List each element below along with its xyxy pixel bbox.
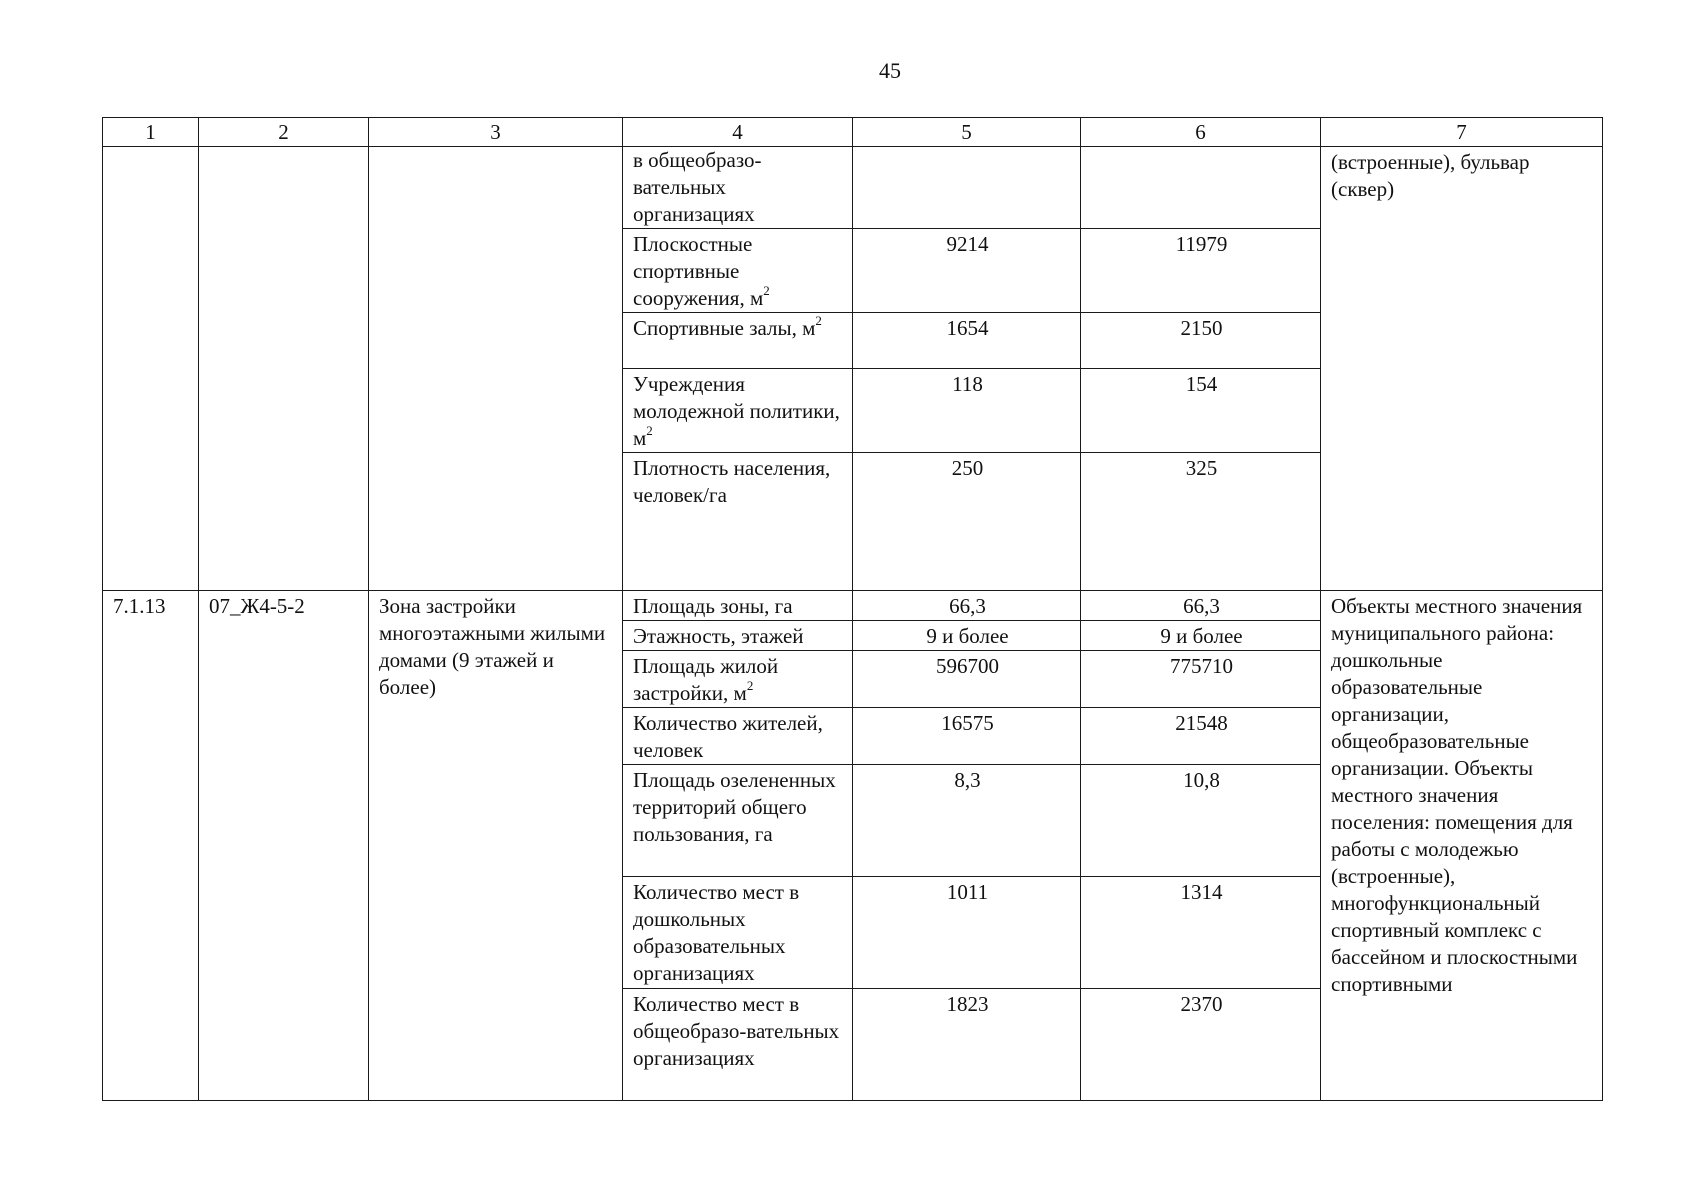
value-cell-6: 2150 bbox=[1081, 313, 1321, 369]
cont-objects-cell: (встроенные), бульвар (сквер) bbox=[1321, 147, 1603, 591]
superscript: 2 bbox=[646, 423, 653, 438]
cont-code-cell bbox=[199, 147, 369, 591]
param-cell bbox=[623, 313, 853, 369]
value-cell-6: 10,8 bbox=[1081, 765, 1321, 877]
param-cell: Этажность, этажей bbox=[623, 621, 853, 651]
value-cell-6: 11979 bbox=[1081, 229, 1321, 313]
value-cell-6: 154 bbox=[1081, 369, 1321, 453]
param-cell: Количество мест в дошкольных образовательных организациях bbox=[623, 877, 853, 989]
zone-name-cell: Зона застройки многоэтажными жилыми домами (9 этажей и более) bbox=[369, 591, 623, 1101]
zone-number-cell: 7.1.13 bbox=[103, 591, 199, 1101]
cont-number-cell bbox=[103, 147, 199, 591]
header-col-4: 4 bbox=[623, 118, 853, 147]
header-col-5: 5 bbox=[853, 118, 1081, 147]
param-cell: Плотность населения, человек/га bbox=[623, 453, 853, 591]
value-cell-5: 66,3 bbox=[853, 591, 1081, 621]
value-cell-5: 16575 bbox=[853, 708, 1081, 765]
value-cell-5: 1654 bbox=[853, 313, 1081, 369]
zone-objects-cell: Объекты местного значения муниципального района: дошкольные образовательные организации, общеобразовательные организации. Объекты местного значения поселения: помещения для работы с молодежью (встроенные), многофункциональный спортивный комплекс с бассейном и плоскостными спортивными bbox=[1321, 591, 1603, 1101]
cont-name-cell bbox=[369, 147, 623, 591]
header-row bbox=[103, 118, 1603, 147]
value-cell-6 bbox=[1081, 147, 1321, 229]
table-row bbox=[103, 591, 1603, 621]
superscript: 2 bbox=[746, 678, 754, 693]
value-cell-6: 66,3 bbox=[1081, 591, 1321, 621]
param-text: Площадь жилой застройки, м bbox=[633, 654, 779, 705]
value-cell-6: 2370 bbox=[1081, 989, 1321, 1101]
param-cell: Площадь озелененных территорий общего пользования, га bbox=[623, 765, 853, 877]
value-cell-5: 8,3 bbox=[853, 765, 1081, 877]
value-cell-6: 9 и более bbox=[1081, 621, 1321, 651]
param-cell: Количество жителей, человек bbox=[623, 708, 853, 765]
value-cell-5: 1011 bbox=[853, 877, 1081, 989]
header-col-3: 3 bbox=[369, 118, 623, 147]
superscript: 2 bbox=[815, 313, 822, 328]
param-cell: Площадь зоны, га bbox=[623, 591, 853, 621]
value-cell-5: 1823 bbox=[853, 989, 1081, 1101]
value-cell-5: 118 bbox=[853, 369, 1081, 453]
param-cell bbox=[623, 229, 853, 313]
value-cell-6: 775710 bbox=[1081, 651, 1321, 708]
zone-code-cell: 07_Ж4-5-2 bbox=[199, 591, 369, 1101]
param-cell: Количество мест в общеобразо-вательных организациях bbox=[623, 989, 853, 1101]
param-cell: в общеобразо-вательных организациях bbox=[623, 147, 853, 229]
value-cell-5 bbox=[853, 147, 1081, 229]
param-text: Плоскостные спортивные сооружения, м bbox=[633, 232, 764, 310]
value-cell-5: 596700 bbox=[853, 651, 1081, 708]
header-col-1: 1 bbox=[103, 118, 199, 147]
table-row bbox=[103, 147, 1603, 229]
header-col-7: 7 bbox=[1321, 118, 1603, 147]
param-text: Спортивные залы, м bbox=[633, 316, 816, 340]
value-cell-5: 9214 bbox=[853, 229, 1081, 313]
page-number: 45 bbox=[879, 58, 901, 83]
param-cell bbox=[623, 651, 853, 708]
zoning-table bbox=[102, 117, 1603, 1101]
value-cell-6: 21548 bbox=[1081, 708, 1321, 765]
header-col-6: 6 bbox=[1081, 118, 1321, 147]
param-text: Учреждения молодежной политики, м bbox=[633, 372, 840, 450]
value-cell-5: 250 bbox=[853, 453, 1081, 591]
value-cell-6: 325 bbox=[1081, 453, 1321, 591]
superscript: 2 bbox=[763, 283, 770, 298]
param-cell bbox=[623, 369, 853, 453]
header-col-2: 2 bbox=[199, 118, 369, 147]
value-cell-6: 1314 bbox=[1081, 877, 1321, 989]
value-cell-5: 9 и более bbox=[853, 621, 1081, 651]
